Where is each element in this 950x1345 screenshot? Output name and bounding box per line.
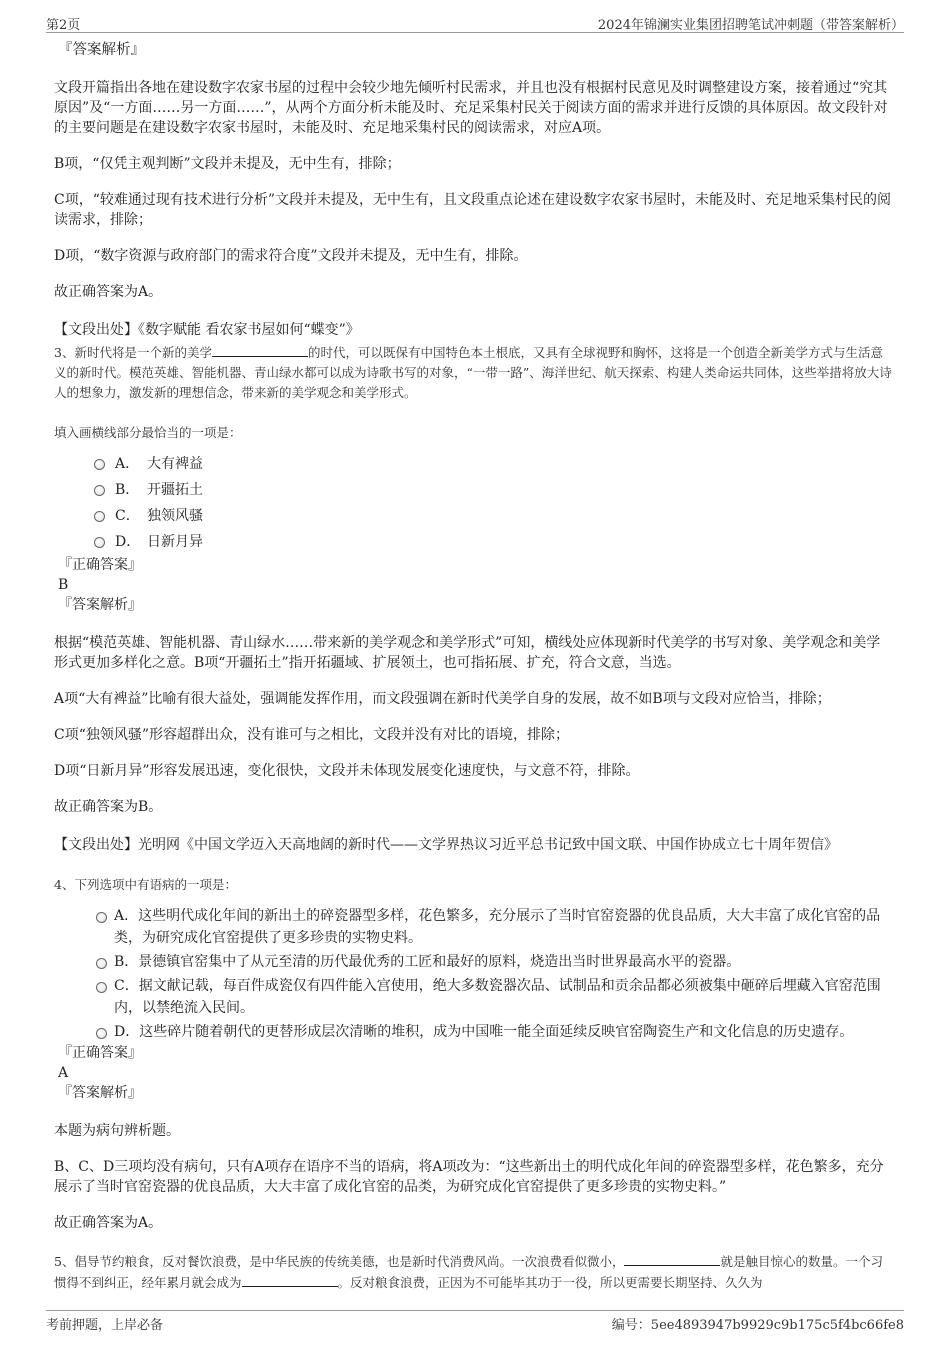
option-d[interactable]: D．这些碎片随着朝代的更替形成层次清晰的堆积，成为中国唯一能全面延续反映官窑陶瓷生产和文化信息的历史遗存。 <box>94 1021 894 1043</box>
option-a[interactable]: A．这些明代成化年间的新出土的碎瓷器型多样，花色繁多，充分展示了当时官窑瓷器的优良品质，大大丰富了成化官窑的品类，为研究成化官窑提供了更多珍贵的实物史料。 <box>94 905 894 949</box>
page-header <box>46 12 904 33</box>
option-c[interactable]: C． 独领风骚 <box>94 503 894 529</box>
correct-answer: B <box>58 577 69 593</box>
main-content <box>54 40 894 1293</box>
radio-button-icon[interactable] <box>96 1028 107 1039</box>
analysis-paragraph: D项，“数字资源与政府部门的需求符合度”文段并未提及，无中生有，排除。 <box>54 248 528 264</box>
correct-answer: A <box>58 1065 69 1081</box>
page-number: 第2页 <box>46 18 81 33</box>
conclusion: 故正确答案为A。 <box>54 1215 163 1231</box>
analysis-label: 『答案解析』 <box>58 1085 142 1101</box>
analysis-paragraph: 文段开篇指出各地在建设数字农家书屋的过程中会较少地先倾听村民需求，并且也没有根据村民意见及时调整建设方案，接着通过“究其原因”及“一方面……另一方面……”，从两个方面分析未能及时、充足采集村民关于阅读方面的需求并进行反馈的具体原因。故文段针对的主要问题是在建设数字农家书屋时，未能及时、充足地采集村民的阅读需求，对应A项。 <box>54 80 888 136</box>
option-d[interactable]: D． 日新月异 <box>94 529 894 555</box>
answer-label: 『正确答案』 <box>58 1045 142 1061</box>
analysis-paragraph: 根据“模范英雄、智能机器、青山绿水……带来新的美学观念和美学形式”可知，横线处应体现新时代美学的书写对象、美学观念和美学形式更加多样化之意。B项“开疆拓土”指开拓疆域、扩展领土，也可指拓展、扩充，符合文意，当选。 <box>54 635 881 671</box>
fill-blank <box>624 1251 720 1266</box>
option-list <box>94 451 894 555</box>
source-citation: 【文段出处】《数字赋能 看农家书屋如何“蝶变”》 <box>54 322 360 338</box>
radio-button-icon[interactable] <box>94 459 105 470</box>
analysis-paragraph: A项“大有裨益”比喻有很大益处，强调能发挥作用，而文段强调在新时代美学自身的发展，故不如B项与文段对应恰当，排除； <box>54 691 831 707</box>
answer-label: 『正确答案』 <box>58 557 142 573</box>
document-id: 编号：5ee4893947b9929c9b175c5f4bc66fe8 <box>611 1318 904 1333</box>
radio-button-icon[interactable] <box>96 958 107 969</box>
document-title: 2024年锦澜实业集团招聘笔试冲刺题（带答案解析） <box>597 18 904 33</box>
analysis-paragraph: B、C、D三项均没有病句，只有A项存在语序不当的语病，将A项改为：“这些新出土的明代成化年间的碎瓷器型多样，花色繁多，充分展示了当时官窑瓷器的优良品质，大大丰富了成化官窑的品类，为研究成化官窑提供了更多珍贵的实物史料。” <box>54 1159 884 1195</box>
page-footer <box>46 1310 904 1331</box>
radio-button-icon[interactable] <box>96 912 107 923</box>
radio-button-icon[interactable] <box>94 485 105 496</box>
conclusion: 故正确答案为A。 <box>54 284 163 300</box>
analysis-paragraph: C项“独领风骚”形容超群出众，没有谁可与之相比，文段并没有对比的语境，排除； <box>54 727 570 743</box>
fill-blank <box>212 342 308 357</box>
fill-blank <box>242 1272 338 1287</box>
question-stem: 4、下列选项中有语病的一项是： <box>54 877 237 892</box>
analysis-paragraph: B项，“仅凭主观判断”文段并未提及，无中生有，排除； <box>54 156 401 172</box>
analysis-label: 『答案解析』 <box>58 597 142 613</box>
question-stem: 5、倡导节约粮食，反对餐饮浪费，是中华民族的传统美德，也是新时代消费风尚。一次浪费看似微小， 就是触目惊心的数量。一个习惯得不到纠正，经年累月就会成为 。反对粮食浪费，正因为不可能毕其功于一役，所以更需要长期坚持、久久为 <box>54 1251 894 1293</box>
conclusion: 故正确答案为B。 <box>54 799 163 815</box>
analysis-paragraph: C项，“较难通过现有技术进行分析”文段并未提及，无中生有，且文段重点论述在建设数字农家书屋时，未能及时、充足地采集村民的阅读需求，排除； <box>54 192 892 228</box>
radio-button-icon[interactable] <box>94 537 105 548</box>
question-prompt: 填入画横线部分最恰当的一项是： <box>54 425 242 440</box>
option-b[interactable]: B．景德镇官窑集中了从元至清的历代最优秀的工匠和最好的原料，烧造出当时世界最高水平的瓷器。 <box>94 951 894 973</box>
question-stem: 3、新时代将是一个新的美学 的时代，可以既保有中国特色本土根底，又具有全球视野和胸怀，这将是一个创造全新美学方式与生活意义的新时代。模范英雄、智能机器、青山绿水都可以成为诗歌书写的对象，“一带一路”、海洋世纪、航天探索、构建人类命运共同体，这些举措将放大诗人的想象力，激发新的理想信念，带来新的美学观念和美学形式。 <box>54 342 894 403</box>
option-list <box>94 905 894 1043</box>
option-c[interactable]: C．据文献记载，每百件成瓷仅有四件能入宫使用，绝大多数瓷器次品、试制品和贡余品都必须被集中砸碎后埋藏入官窑范围内，以禁绝流入民间。 <box>94 975 894 1019</box>
radio-button-icon[interactable] <box>96 982 107 993</box>
radio-button-icon[interactable] <box>94 511 105 522</box>
analysis-label: 『答案解析』 <box>58 42 145 58</box>
option-b[interactable]: B． 开疆拓土 <box>94 477 894 503</box>
analysis-paragraph: 本题为病句辨析题。 <box>54 1123 180 1139</box>
footer-slogan: 考前押题，上岸必备 <box>46 1318 164 1333</box>
source-citation: 【文段出处】光明网《中国文学迈入天高地阔的新时代——文学界热议习近平总书记致中国文联、中国作协成立七十周年贺信》 <box>54 837 838 853</box>
option-a[interactable]: A． 大有裨益 <box>94 451 894 477</box>
analysis-paragraph: D项“日新月异”形容发展迅速，变化很快，文段并未体现发展变化速度快，与文意不符，排除。 <box>54 763 640 779</box>
